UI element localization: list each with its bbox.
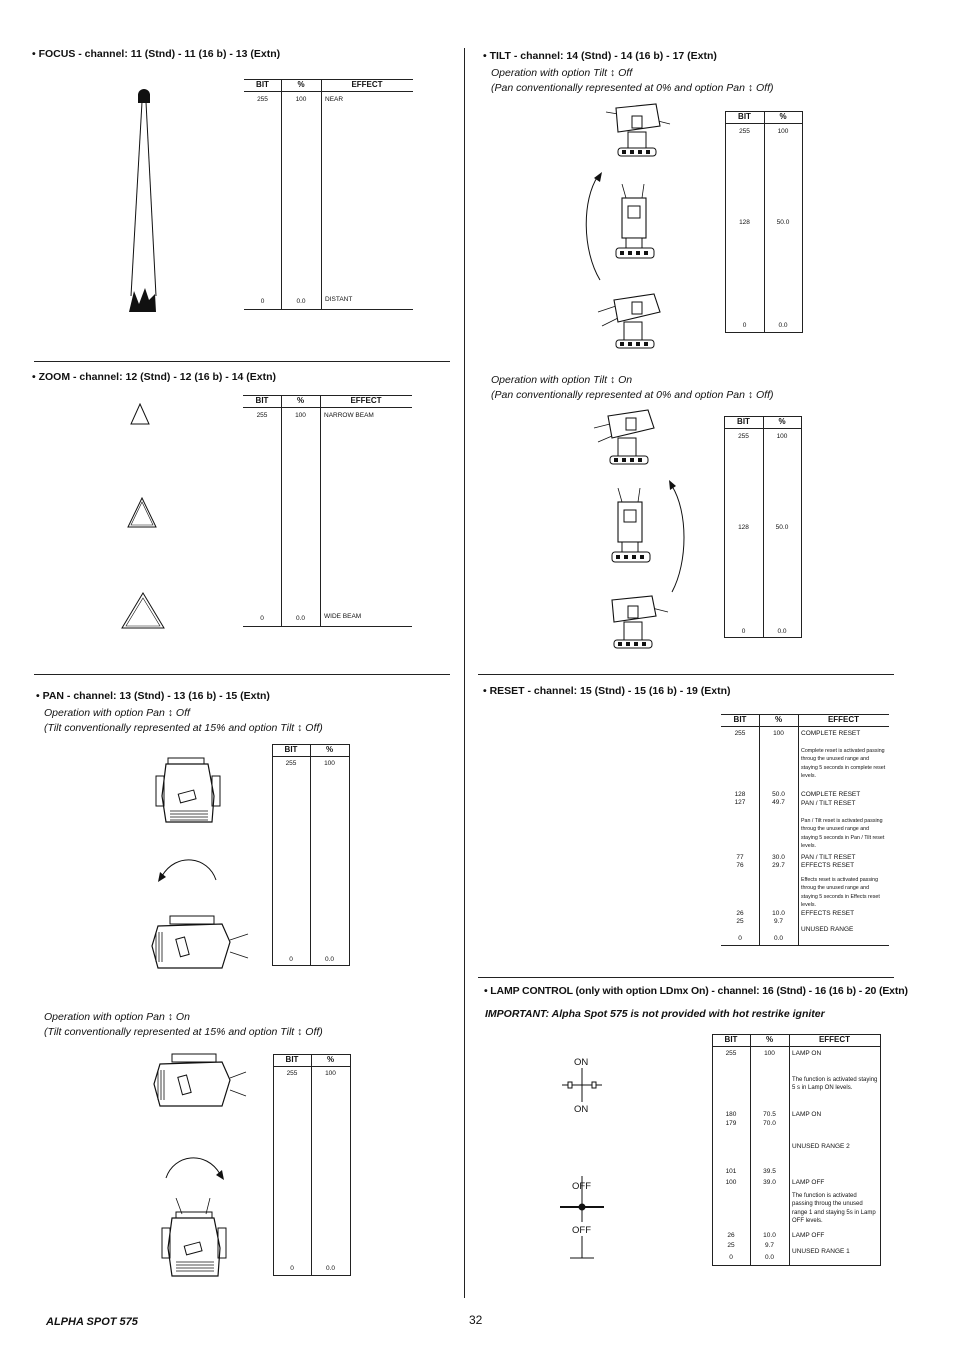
cell-bit: 255	[738, 433, 749, 440]
cell-percent: 0.0	[324, 956, 335, 963]
cell-bit: 255	[286, 1070, 298, 1077]
cell-effect: LAMP ON	[792, 1050, 822, 1057]
header-bit: BIT	[285, 1055, 299, 1064]
pan-on-table	[273, 1054, 350, 1276]
cell-bit: 180	[725, 1111, 737, 1118]
cell-bit: 100	[725, 1179, 737, 1186]
cell-bit: 101	[725, 1168, 737, 1175]
cell-bit: 0	[729, 1254, 733, 1261]
switch-label-off: OFF	[572, 1181, 591, 1192]
cell-bit: 26	[727, 1232, 735, 1239]
tilt-off-table	[725, 111, 802, 333]
cell-percent: 100	[295, 412, 306, 419]
reset-heading: • RESET - channel: 15 (Stnd) - 15 (16 b) - 19 (Extn)	[483, 685, 731, 697]
pan-heading: • PAN - channel: 13 (Stnd) - 13 (16 b) - 15 (Extn)	[36, 690, 270, 702]
cell-percent: 10.0	[772, 910, 785, 917]
cell-bit: 26	[736, 910, 744, 917]
header-percent: %	[778, 417, 786, 426]
lamp-heading: • LAMP CONTROL (only with option LDmx On) - channel: 16 (Stnd) - 16 (16 b) - 20 (Extn)	[484, 985, 908, 997]
fixture-front-view-illustration	[612, 184, 658, 266]
pan-on-option: Operation with option Pan ↕ On	[44, 1011, 190, 1023]
cell-percent: 0.0	[764, 1254, 775, 1261]
header-bit: BIT	[737, 417, 750, 426]
cell-bit: 128	[734, 791, 746, 798]
pan-off-option: Operation with option Pan ↕ Off	[44, 707, 190, 719]
pan-off-note: (Tilt conventionally represented at 15% and option Tilt ↕ Off)	[44, 722, 323, 734]
header-effect: EFFECT	[350, 396, 382, 405]
zoom-heading: • ZOOM - channel: 12 (Stnd) - 12 (16 b) - 14 (Extn)	[32, 371, 277, 383]
cell-percent: 0.0	[295, 615, 306, 622]
cell-percent: 100	[764, 1050, 775, 1057]
cell-effect: EFFECTS RESET	[801, 862, 855, 869]
cell-note: The function is activated staying 5 s in Lamp ON levels.	[792, 1077, 878, 1092]
focus-beam-illustration	[124, 86, 164, 316]
cell-bit: 255	[257, 96, 268, 103]
cell-bit: 179	[725, 1120, 737, 1127]
header-effect: EFFECT	[351, 80, 383, 89]
fixture-side-view-illustration	[604, 102, 674, 164]
fixture-top-view-illustration	[156, 1198, 236, 1280]
section-divider	[478, 977, 894, 978]
fixture-side-view-illustration	[596, 292, 666, 356]
cell-percent: 0.0	[325, 1265, 336, 1272]
fixture-rotated-view-illustration	[150, 1052, 250, 1114]
cell-effect: COMPLETE RESET	[801, 791, 861, 798]
cell-bit: 255	[256, 412, 268, 419]
column-divider	[464, 48, 465, 1298]
cell-effect: EFFECTS RESET	[801, 910, 855, 917]
fixture-top-view-illustration	[152, 756, 224, 828]
fixture-side-view-illustration	[602, 594, 672, 656]
medium-beam-icon	[127, 497, 157, 529]
cell-effect: PAN / TILT RESET	[801, 854, 856, 861]
cell-effect: PAN / TILT RESET	[801, 800, 856, 807]
pan-on-note: (Tilt conventionally represented at 15% and option Tilt ↕ Off)	[44, 1026, 323, 1038]
tilt-heading: • TILT - channel: 14 (Stnd) - 14 (16 b) - 17 (Extn)	[483, 50, 717, 62]
switch-label-off: OFF	[572, 1225, 591, 1236]
header-percent: %	[326, 1055, 335, 1064]
cell-bit: 25	[727, 1242, 735, 1249]
cell-percent: 0.0	[778, 322, 788, 329]
pan-off-table	[272, 744, 349, 966]
cell-effect: NEAR	[325, 96, 344, 103]
cell-bit: 128	[739, 219, 750, 226]
cell-percent: 100	[777, 128, 789, 135]
narrow-beam-icon	[130, 403, 150, 425]
cell-percent: 100	[776, 433, 788, 440]
header-percent: %	[779, 112, 787, 121]
cell-effect: UNUSED RANGE	[801, 926, 854, 933]
cell-bit: 25	[736, 918, 744, 925]
lamp-table	[712, 1034, 880, 1266]
cell-percent: 29.7	[772, 862, 785, 869]
cell-percent: 9.7	[773, 918, 784, 925]
cell-effect: NARROW BEAM	[324, 412, 374, 419]
cell-bit: 77	[736, 854, 744, 861]
header-percent: %	[297, 80, 305, 89]
header-effect: EFFECT	[827, 715, 860, 724]
section-divider	[34, 361, 450, 362]
section-divider	[478, 674, 894, 675]
cell-percent: 9.7	[764, 1242, 775, 1249]
cell-effect: COMPLETE RESET	[801, 730, 861, 737]
header-percent: %	[765, 1035, 774, 1044]
rotation-arrow-icon	[580, 170, 604, 282]
header-bit: BIT	[284, 745, 298, 754]
fixture-side-view-illustration	[592, 406, 662, 470]
cell-effect: LAMP OFF	[792, 1179, 825, 1186]
fixture-rotated-view-illustration	[148, 912, 258, 974]
cell-bit: 0	[290, 1265, 294, 1272]
page-number: 32	[469, 1313, 483, 1327]
header-percent: %	[325, 745, 334, 754]
cell-note: Complete reset is activated passing throug the unused range and staying 5 seconds in complete reset levels.	[801, 748, 886, 780]
cell-percent: 0.0	[296, 298, 306, 305]
tilt-on-table	[724, 416, 801, 638]
cell-percent: 0.0	[773, 935, 784, 942]
cell-bit: 0	[742, 322, 747, 329]
cell-bit: 255	[739, 128, 750, 135]
cell-percent: 0.0	[777, 628, 787, 635]
wide-beam-icon	[121, 592, 165, 630]
cell-bit: 255	[285, 760, 297, 767]
cell-bit: 255	[725, 1050, 737, 1057]
focus-table	[244, 79, 413, 310]
cell-percent: 100	[324, 760, 335, 767]
header-effect: EFFECT	[818, 1035, 851, 1044]
tilt-off-option: Operation with option Tilt ↕ Off	[491, 67, 633, 79]
switch-label-on: ON	[574, 1104, 589, 1115]
tilt-off-note: (Pan conventionally represented at 0% and option Pan ↕ Off)	[491, 82, 774, 94]
cell-bit: 255	[734, 730, 746, 737]
cell-percent: 100	[325, 1070, 336, 1077]
tilt-on-note: (Pan conventionally represented at 0% and option Pan ↕ Off)	[491, 389, 774, 401]
header-percent: %	[296, 396, 305, 405]
cell-effect: LAMP ON	[792, 1111, 822, 1118]
lamp-important-note: IMPORTANT: Alpha Spot 575 is not provided with hot restrike igniter	[485, 1008, 825, 1020]
header-bit: BIT	[738, 112, 751, 121]
cell-bit: 76	[736, 862, 744, 869]
rotation-arrow-icon	[156, 852, 220, 884]
reset-table	[721, 714, 889, 946]
focus-heading: • FOCUS - channel: 11 (Stnd) - 11 (16 b) - 13 (Extn)	[32, 48, 281, 60]
rotation-arrow-icon	[162, 1150, 226, 1182]
tilt-on-option: Operation with option Tilt ↕ On	[491, 374, 633, 386]
cell-percent: 50.0	[775, 524, 789, 531]
cell-effect: WIDE BEAM	[324, 613, 362, 620]
cell-note: Pan / Tilt reset is activated passing throug the unused range and staying 5 seconds in Pan / Tilt reset levels.	[801, 818, 885, 850]
header-bit: BIT	[724, 1035, 738, 1044]
header-bit: BIT	[255, 396, 269, 405]
cell-percent: 100	[773, 730, 784, 737]
cell-bit: 0	[260, 298, 265, 305]
cell-effect: UNUSED RANGE 1	[792, 1248, 850, 1255]
fixture-front-view-illustration	[608, 488, 654, 570]
product-name: ALPHA SPOT 575	[46, 1316, 138, 1328]
cell-bit: 0	[738, 935, 742, 942]
lamp-switch-diagram	[556, 1068, 608, 1260]
header-bit: BIT	[256, 80, 269, 89]
header-percent: %	[774, 715, 783, 724]
cell-note: Effects reset is activated passing throug the unused range and staying 5 seconds in Effects reset levels.	[801, 877, 880, 909]
zoom-table	[243, 395, 412, 627]
cell-note: The function is activated passing throug the unused range 1 and staying 5s in Lamp OFF levels.	[792, 1193, 876, 1225]
cell-bit: 0	[741, 628, 746, 635]
cell-bit: 127	[734, 799, 746, 806]
cell-percent: 49.7	[772, 799, 785, 806]
cell-effect: LAMP OFF	[792, 1232, 825, 1239]
cell-percent: 10.0	[763, 1232, 776, 1239]
section-divider	[34, 674, 450, 675]
cell-percent: 39.0	[763, 1179, 776, 1186]
cell-percent: 70.5	[763, 1111, 776, 1118]
cell-percent: 39.5	[763, 1168, 776, 1175]
cell-percent: 100	[295, 96, 307, 103]
switch-label-on: ON	[574, 1057, 589, 1068]
cell-percent: 70.0	[763, 1120, 776, 1127]
rotation-arrow-icon	[666, 478, 690, 594]
cell-bit: 128	[738, 524, 749, 531]
cell-percent: 50.0	[772, 791, 785, 798]
cell-effect: DISTANT	[325, 296, 353, 303]
cell-percent: 50.0	[776, 219, 790, 226]
cell-percent: 30.0	[772, 854, 785, 861]
cell-bit: 0	[289, 956, 293, 963]
header-bit: BIT	[733, 715, 747, 724]
cell-bit: 0	[260, 615, 264, 622]
cell-effect: UNUSED RANGE 2	[792, 1143, 850, 1150]
